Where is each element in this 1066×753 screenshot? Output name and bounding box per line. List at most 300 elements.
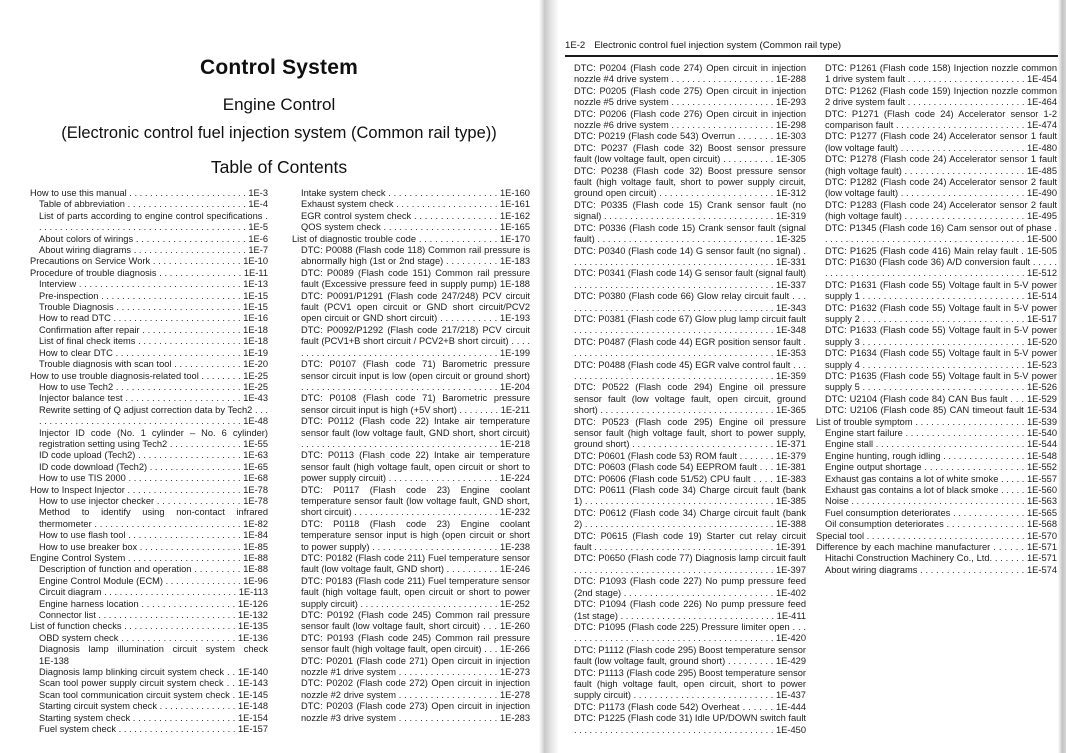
toc-dot-leader: . . . . . . . . . . . . . . . . . . . . . . . . . . . . . . . . . . . . . . . . (825, 222, 1057, 245)
toc-dot-leader: . . . . . . . . . . . . . . . . . . . . (917, 564, 1028, 575)
toc-entry (825, 86, 1057, 109)
toc-entry-text: DTC: P0183 (Flash code 211) Fuel temperature sensor fault (high voltage fault, open circuit or short to power supply circuit) (301, 575, 530, 609)
toc-page-ref: 1E-246 (500, 564, 531, 575)
toc-entry (39, 348, 268, 359)
toc-page-ref: 1E-385 (776, 496, 806, 507)
toc-entry (301, 291, 530, 325)
toc-entry (825, 474, 1057, 485)
left-page-column-2 (292, 188, 530, 736)
toc-page-ref: 1E-557 (1027, 473, 1057, 484)
header-rule (565, 55, 1058, 57)
toc-entry (825, 371, 1057, 394)
toc-page-ref: 1E-266 (500, 644, 530, 655)
toc-dot-leader: . . . . . . . . . . . . . . . . . . . . . . . . (369, 541, 501, 552)
toc-dot-leader: . . . . . . . . . . . . . . . . . . . . . . . . . . . . . . . . . . . . . . . . . . (574, 359, 806, 381)
toc-dot-leader: . . . . . . . . . . . . . . . . . . . . . (133, 233, 249, 244)
toc-entry (816, 417, 1057, 428)
toc-entry (574, 291, 806, 314)
toc-dot-leader: . . . . . . . . . (191, 564, 244, 575)
toc-entry (825, 553, 1057, 564)
toc-dot-leader: . . . . . . . . . . . . . . . . . . . . . . . . . . . . . . . . . . . . . . . . . . (301, 336, 531, 358)
toc-dot-leader: . . . . . . . . . . . . . . . . . . . . . . (125, 553, 244, 563)
toc-entry-text: QOS system check (301, 222, 381, 233)
toc-entry-text: DTC: P1095 (Flash code 225) Pressure limiter open (574, 621, 790, 632)
toc-entry (574, 314, 806, 337)
toc-dot-leader: . . . . . . . . . . . . . . . (416, 233, 501, 244)
toc-entry-text: DTC: P0219 (Flash code 543) Overrun (574, 131, 736, 142)
toc-dot-leader: . . . . . . . . . . . . . . . . . . . . (668, 74, 777, 85)
toc-entry (39, 336, 268, 347)
left-page-columns (30, 188, 530, 736)
doc-subtitle-detail: (Electronic control fuel injection system (Common rail type)) (61, 124, 497, 142)
toc-page-ref: 1E-96 (243, 575, 268, 586)
toc-page-ref: 1E-78 (243, 495, 268, 506)
toc-entry (574, 508, 806, 531)
toc-dot-leader: . . . . . . . . . . . . . . . . . . . . . . . (901, 165, 1028, 176)
toc-entry (39, 450, 268, 461)
toc-dot-leader: . . . . . . . . . . (720, 154, 776, 165)
toc-entry-text: DTC: P1283 (Flash code 24) Accelerator sensor 2 fault (high voltage fault) (825, 199, 1057, 222)
toc-page-ref: 1E-238 (500, 541, 530, 552)
toc-page-ref: 1E-88 (243, 564, 268, 575)
toc-page-ref: 1E-4 (248, 199, 268, 210)
title-block (28, 0, 530, 178)
toc-dot-leader: . . . . . . . . . . . . . . . . . . . . . . . . . . . . . . . . . . . . . . (301, 438, 501, 449)
toc-dot-leader: . . . . . . . . . . . . . . . . . (150, 256, 244, 267)
toc-page-ref: 1E-161 (500, 199, 530, 210)
toc-dot-leader: . . . . . . . . . . . . . . (950, 507, 1028, 518)
toc-dot-leader: . . . . . . . . . . . . . . . . . . . . . . . . . . . . . (621, 587, 777, 598)
toc-page-ref: 1E-15 (243, 290, 268, 301)
toc-page-ref: 1E-303 (776, 131, 807, 142)
toc-dot-leader: . . . . . . . . . . . . . . . . . . . . . . . (902, 428, 1028, 438)
toc-page-ref: 1E-165 (500, 222, 531, 233)
toc-page-ref: 1E-170 (500, 233, 530, 244)
toc-dot-leader: . . . . . . . . . . . . . . . (156, 701, 239, 712)
toc-entry-text: DTC: P1225 (Flash code 31) Idle UP/DOWN switch fault (574, 713, 806, 724)
toc-entry (39, 564, 268, 575)
toc-page-ref: 1E-444 (776, 701, 806, 712)
toc-entry (39, 313, 268, 324)
toc-entry (30, 553, 268, 564)
toc-entry (39, 667, 268, 678)
toc-entry-text: Fuel system check (39, 724, 117, 735)
toc-dot-leader: . . . . . . . . . . . . . . . . . . . . . . . . . . . (95, 610, 238, 621)
page-seam (539, 0, 558, 753)
toc-page-ref: 1E-391 (776, 542, 806, 553)
toc-dot-leader: . . . . . . . . . . . . . . . . . . . . (668, 97, 777, 108)
toc-page-ref: 1E-154 (238, 712, 268, 723)
toc-page-ref: 1E-429 (776, 656, 806, 667)
toc-dot-leader: . . . . . . . . . . . . . . . . . . . . . (912, 416, 1028, 427)
toc-dot-leader: . . . . . . . . . . . . . . . . (411, 210, 501, 221)
toc-entry-text: About colors of wirings (39, 233, 134, 244)
toc-entry-text: Exhaust system check (301, 199, 394, 210)
toc-entry-text: DTC: P0112 (Flash code 22) Intake air temperature sensor fault (low voltage fault, GND short, short circuit) (301, 416, 530, 438)
toc-entry-text: DTC: P0089 (Flash code 151) Common rail pressure fault (Excessive pressure feed in supply pump) (301, 267, 530, 290)
toc-dot-leader: . . . . . . . . . . . . . . . . . . . . . . . . . . . . . . . . . . . . . . . . . . (39, 404, 269, 427)
toc-page-ref: 1E-305 (776, 154, 806, 165)
toc-entry-text: How to use flash tool (39, 530, 126, 541)
toc-page-ref: 1E-138 (39, 655, 69, 666)
toc-entry-text: DTC: P0238 (Flash code 32) Boost pressure sensor fault (high voltage fault, short to power supply circuit, ground open circuit) (574, 165, 806, 199)
toc-entry-text: Pre-inspection (39, 290, 99, 301)
toc-dot-leader: . . . . . . . . . . . . . . . . . . . . . . (131, 245, 249, 256)
toc-dot-leader: . . . . . . . . . . . . . . . . . . . . . . (656, 188, 777, 199)
toc-entry (574, 576, 806, 599)
toc-page-ref: 1E-25 (243, 381, 268, 392)
toc-page-ref: 1E-252 (500, 598, 530, 609)
toc-entry (825, 154, 1057, 177)
toc-dot-leader: . . . . . . . . . . . . . . . . . . . . . . . . . . . . . . . . . . . . . . . . (574, 336, 806, 359)
toc-entry (301, 519, 530, 553)
toc-page-ref: 1E-82 (243, 518, 268, 529)
toc-dot-leader: . . . . . . . . . . . . . . . . . . . (139, 324, 244, 335)
toc-dot-leader: . . . (480, 621, 500, 632)
toc-entry-text: Hitachi Construction Machinery Co., Ltd. (825, 553, 993, 564)
toc-entry (574, 668, 806, 702)
toc-entry-text: Procedure of trouble diagnosis (30, 267, 157, 278)
toc-entry-text: DTC: P0523 (Flash code 295) Engine oil pressure sensor fault (high voltage fault, short to power supply, ground short) (574, 416, 806, 450)
toc-entry-text: Diagnosis lamp blinking circuit system check (39, 667, 225, 678)
toc-entry (825, 280, 1057, 303)
toc-entry (574, 553, 806, 576)
toc-dot-leader: . . . . (750, 473, 777, 484)
toc-entry-text: Engine start failure (825, 428, 903, 438)
toc-entry (39, 599, 268, 610)
toc-page-ref: 1E-500 (1027, 234, 1057, 245)
toc-entry-text: ID code download (Tech2) (39, 461, 148, 472)
toc-entry (301, 678, 530, 701)
toc-entry (39, 690, 268, 701)
toc-entry (39, 245, 268, 256)
toc-dot-leader: . . . . . . . . . . . . . . . . . . . . . . . . . . (101, 587, 239, 598)
toc-entry (825, 496, 1057, 507)
toc-dot-leader: . . . . . . . . . . . . . . . . . . . . . . . (905, 97, 1028, 108)
toc-entry (574, 360, 806, 383)
toc-dot-leader: . . . . . . . . . . . . . . . . . . . . (668, 120, 777, 131)
toc-entry-text: DTC: P1112 (Flash code 295) Boost temperature sensor fault (low voltage fault, ground short) (574, 644, 806, 667)
toc-page-ref: 1E-381 (776, 462, 806, 473)
toc-page-ref: 1E-126 (238, 598, 268, 609)
toc-dot-leader: . . . . . . . . . . . . . . . . . . . . . . . . (113, 381, 244, 392)
toc-entry (30, 256, 268, 267)
toc-entry (39, 428, 268, 451)
toc-entry-text: DTC: P0341 (Flash code 14) G sensor fault (signal fault) (574, 268, 807, 279)
toc-page-ref: 1E-520 (1027, 336, 1057, 347)
toc-entry (39, 359, 268, 370)
toc-page-ref: 1E-552 (1027, 462, 1057, 473)
toc-page-ref: 1E-474 (1027, 120, 1057, 131)
toc-entry-text: ID code upload (Tech2) (39, 450, 136, 461)
toc-entry-text: Table of abbreviation (39, 199, 125, 210)
toc-page-ref: 1E-353 (776, 348, 806, 359)
toc-entry-text: DTC: P1278 (Flash code 24) Accelerator sensor 1 fault (high voltage fault) (825, 154, 1057, 176)
toc-page-ref: 1E-43 (243, 393, 268, 404)
toc-entry-text: DTC: P0193 (Flash code 245) Common rail pressure sensor fault (high voltage fault, open circuit) (301, 632, 530, 655)
toc-dot-leader: . (1018, 245, 1028, 256)
toc-entry-text: DTC: P0612 (Flash code 34) Charge circuit fault (bank 2) (574, 507, 806, 530)
toc-dot-leader: . . . . . . . . . . . . . . . . . . . . . . . . . . . (98, 290, 244, 301)
toc-entry-text: Noise (825, 496, 849, 507)
toc-dot-leader: . . . . . . (739, 701, 777, 712)
toc-entry-text: DTC: P1635 (Flash code 55) Voltage fault in 5-V power supply 5 (825, 370, 1057, 393)
toc-page-ref: 1E-371 (776, 439, 806, 450)
toc-dot-leader: . . . . . . . . . . . . . . . . . . . . . . (121, 621, 239, 632)
toc-page-ref: 1E-145 (238, 689, 268, 700)
toc-entry (39, 211, 268, 234)
toc-page-ref: 1E-570 (1027, 530, 1057, 541)
toc-entry (301, 656, 530, 679)
toc-page-ref: 1E-411 (776, 610, 807, 621)
toc-dot-leader: . . . . . . . . . . . . . . (167, 438, 244, 449)
toc-dot-leader: . . . . . . . . . . . . . . . . . . . . . . . . . . . . . . . . . . . . . . . . . . (574, 621, 806, 644)
toc-entry (301, 211, 530, 222)
toc-entry (816, 542, 1057, 553)
toc-dot-leader: . . . . . . . . (198, 370, 244, 381)
toc-page-ref: 1E-523 (1027, 359, 1057, 370)
toc-dot-leader: . . . . . . . . . . . . . . . . . . . . . . . . . . . . . . . (859, 382, 1028, 393)
toc-page-ref: 1E-365 (776, 405, 806, 416)
toc-page-ref: 1E-136 (238, 632, 268, 643)
toc-entry-text: How to read DTC (39, 313, 111, 324)
toc-entry-text: DTC: P1631 (Flash code 55) Voltage fault in 5-V power supply 1 (825, 279, 1057, 302)
toc-entry-text: DTC: P0201 (Flash code 271) Open circuit in injection nozzle #1 drive system (301, 655, 530, 678)
toc-dot-leader: . . (224, 667, 239, 678)
toc-entry-text: How to clear DTC (39, 347, 113, 358)
toc-page-ref: 1E-450 (776, 724, 806, 735)
toc-entry-text: Trouble Diagnosis (39, 302, 114, 313)
toc-dot-leader: . . . . . . (992, 553, 1027, 564)
toc-dot-leader: . . . (756, 462, 776, 473)
toc-page-ref: 1E-193 (500, 313, 530, 324)
toc-entry-text: Oil consumption deteriorates (825, 519, 944, 530)
toc-entry-text: DTC: P0335 (Flash code 15) Crank sensor fault (no signal) (574, 199, 806, 222)
toc-dot-leader: . . . . . (998, 485, 1028, 496)
toc-entry-text: DTC: P0108 (Flash code 71) Barometric pressure sensor circuit input is high (+5V short) (301, 393, 530, 415)
toc-dot-leader: . . . . . (998, 473, 1028, 484)
toc-entry (39, 291, 268, 302)
toc-page-ref: 1E-402 (776, 587, 806, 598)
toc-entry (39, 587, 268, 598)
toc-page-ref: 1E-540 (1027, 428, 1057, 438)
toc-entry (301, 450, 530, 484)
toc-dot-leader: . . . . . . . . . . . . . . . . . . (138, 598, 239, 609)
toc-entry-text: DTC: P1271 (Flash code 24) Accelerator sensor 1-2 comparison fault (825, 108, 1057, 131)
toc-page-ref: 1E-495 (1027, 211, 1057, 222)
toc-dot-leader: . . . . . . . . . . . . . . . . . . (147, 461, 244, 472)
toc-dot-leader: . . . . . . . . . . . . . . . . . . . . . . . . . . . . . . . (859, 291, 1028, 302)
toc-page-ref: 1E-232 (500, 507, 531, 518)
toc-dot-leader: . . . . . . . . . . . . . . . . (154, 495, 244, 506)
toc-entry-text: DTC: P0202 (Flash code 272) Open circuit in injection nozzle #2 drive system (301, 678, 530, 700)
toc-page-ref: 1E-514 (1027, 291, 1057, 302)
toc-entry (30, 268, 268, 279)
toc-entry (825, 223, 1057, 246)
toc-page-ref: 1E-20 (243, 359, 269, 370)
toc-entry-text: Starting system check (39, 712, 131, 723)
toc-page-ref: 1E-437 (776, 690, 806, 701)
toc-entry-text: DTC: P0522 (Flash code 294) Engine oil pressure sensor fault (low voltage fault, open circuit, ground short) (574, 382, 806, 416)
toc-entry (30, 188, 268, 199)
toc-page-ref: 1E-539 (1027, 416, 1057, 427)
toc-dot-leader: . . . . . . . . . . . . . . . . . . . . . . . (126, 188, 249, 198)
toc-entry (301, 325, 530, 359)
toc-page-ref: 1E-348 (776, 325, 806, 336)
toc-entry (39, 610, 268, 621)
toc-entry-text: DTC: P1261 (Flash code 158) Injection nozzle common 1 drive system fault (825, 63, 1057, 85)
toc-entry (574, 200, 806, 223)
toc-entry-text: Engine hunting, rough idling (825, 450, 941, 461)
toc-dot-leader: . . . . . . . . . . . . . . . . (156, 267, 244, 278)
toc-dot-leader: . . . . . . . (735, 131, 777, 142)
toc-entry-text: DTC: P0092/P1292 (Flash code 217/218) PCV circuit fault (PCV1+B short circuit / PCV2+B short circuit) (301, 324, 530, 347)
toc-dot-leader: . . . . . . . . . . . . . . . . . . . (396, 667, 501, 678)
toc-dot-leader: . . . . . . . . . . . . . . . . . . . . . . . . . . . (357, 598, 500, 609)
toc-entry-text: How to use injector checker (39, 495, 155, 506)
toc-entry (816, 531, 1057, 542)
toc-page-ref: 1E-278 (500, 689, 530, 700)
toc-page-ref: 1E-13 (243, 279, 268, 290)
toc-entry-text: List of final check items (39, 336, 136, 347)
toc-page-ref: 1E-132 (238, 610, 268, 621)
toc-page-ref: 1E-19 (243, 347, 269, 358)
toc-entry-text: DTC: P0380 (Flash code 66) Glow relay circuit fault (574, 291, 790, 302)
toc-entry (574, 713, 806, 736)
toc-page-ref: 1E-3 (248, 188, 268, 198)
toc-entry-text: How to use trouble diagnosis-related tool (30, 370, 199, 381)
toc-entry-text: DTC: P1345 (Flash code 16) Cam sensor out of phase (825, 222, 1052, 233)
toc-dot-leader: . . . . . . . . . . . . . . . . . . . . . . . (905, 74, 1028, 85)
toc-dot-leader: . . . . . . . . . . . . . . . . . . . . . . . . . . . . . . . (859, 313, 1028, 324)
toc-page-ref: 1E-6 (248, 233, 268, 244)
toc-entry-text: Method to identify using non-contact infrared thermometer (39, 507, 268, 529)
toc-dot-leader: . . . . . . . . . . . . . . . . . . . . . . . . . . . . . . (617, 610, 777, 621)
toc-page-ref: 1E-512 (1027, 268, 1057, 279)
toc-dot-leader: . . . . . . . . . . . . . . . . . . . . . . . . . . . . . (873, 439, 1028, 450)
toc-entry (825, 462, 1057, 473)
toc-page-ref: 1E-7 (248, 245, 269, 256)
toc-entry (574, 268, 806, 291)
toc-entry (825, 405, 1057, 416)
toc-entry (574, 337, 806, 360)
toc-entry (39, 507, 268, 530)
toc-page-ref: 1E-48 (243, 416, 268, 427)
toc-entry (825, 485, 1057, 496)
left-page-column-1 (30, 188, 268, 736)
toc-page-ref: 1E-325 (776, 234, 806, 245)
toc-entry-text: Scan tool power supply circuit system check (39, 678, 224, 689)
toc-dot-leader: . . . . . . . . . . . . . . . . . . . . (137, 541, 244, 552)
toc-entry-text: DTC: P0381 (Flash code 67) Glow plug lamp circuit fault (574, 313, 807, 324)
toc-dot-leader: . . . . . . . . . . . . . . . . . . . (396, 712, 501, 723)
toc-dot-leader: . . . . . . . . . . . . . . . . . . . . (393, 199, 501, 210)
toc-dot-leader: . . . . . . . . (456, 404, 501, 415)
toc-entry (574, 86, 806, 109)
toc-dot-leader: . . . . . . . . . . . . . . . . . . . . . . . . . (110, 313, 244, 324)
toc-dot-leader: . . . (1007, 393, 1027, 404)
toc-page-ref: 1E-548 (1027, 450, 1057, 461)
toc-entry (39, 393, 268, 404)
toc-entry-text: DTC: P0601 (Flash code 53) ROM fault (574, 450, 737, 461)
toc-entry (574, 531, 806, 554)
toc-entry-text: Starting circuit system check (39, 701, 157, 712)
toc-entry-text: Engine output shortage (825, 462, 922, 473)
toc-entry (39, 633, 268, 644)
toc-entry-text: List of diagnostic trouble code (292, 233, 416, 244)
page-header (565, 40, 1058, 51)
toc-entry-text: DTC: P0611 (Flash code 34) Charge circuit fault (bank 1) (574, 485, 806, 507)
toc-entry (39, 496, 268, 507)
toc-entry (301, 393, 530, 416)
toc-page-ref: 1E-10 (243, 256, 268, 267)
toc-entry-text: DTC: P0204 (Flash code 274) Open circuit in injection nozzle #4 drive system (574, 63, 806, 85)
toc-entry-text: Rewrite setting of Q adjust correction data by Tech2 (39, 404, 253, 415)
toc-page-ref: 1E-148 (238, 701, 269, 712)
toc-page-ref: 1E-157 (238, 724, 268, 735)
toc-dot-leader: . . . . . . . . . . . . . . . . . . . . . . . . . . . . . . . . . . (594, 234, 777, 245)
toc-entry-text: DTC: P0603 (Flash code 54) EEPROM fault (574, 462, 757, 473)
toc-entry (825, 451, 1057, 462)
toc-dot-leader: . . . . . . . . . . . . . . . . . . . . . . . . . . . (629, 439, 777, 450)
toc-entry (30, 621, 268, 632)
toc-entry (39, 199, 268, 210)
toc-dot-leader: . . . . . . . . . . . . . . . . . . . . . . . . . . . . . . . . . . . . . . . (574, 564, 777, 575)
toc-entry (825, 109, 1057, 132)
toc-entry (574, 382, 806, 416)
toc-entry (39, 325, 268, 336)
toc-entry (30, 371, 268, 382)
toc-dot-leader: . . . . . . . . . . . . . . . . . . . . . . . . . . . . . . . . . . . . . . (301, 381, 501, 392)
toc-entry (574, 246, 806, 269)
toc-entry-text: Exhaust gas contains a lot of black smoke (825, 485, 999, 496)
toc-entry-text: DTC: P1630 (Flash code 36) A/D conversion fault (825, 256, 1031, 267)
toc-page-ref: 1E-571 (1027, 553, 1057, 564)
toc-dot-leader: . . . . . . . . . . (443, 256, 501, 267)
toc-page-ref: 1E-55 (243, 438, 268, 449)
toc-entry (574, 223, 806, 246)
toc-entry-text: Intake system check (301, 188, 386, 198)
toc-entry (39, 234, 268, 245)
toc-page-ref: 1E-65 (243, 461, 268, 472)
toc-entry (301, 610, 530, 633)
toc-entry-text: DTC: P0117 (Flash code 23) Engine coolant temperature sensor fault (low voltage fault, GND short, short circuit) (301, 484, 530, 518)
toc-page-ref: 1E-199 (500, 347, 530, 358)
toc-entry-text: Trouble diagnosis with scan tool (39, 359, 172, 370)
toc-page-ref: 1E-359 (776, 370, 806, 381)
toc-entry-text: DTC: P0205 (Flash code 275) Open circuit in injection nozzle #5 drive system (574, 85, 806, 108)
toc-entry (574, 599, 806, 622)
toc-page-ref: 1E-18 (243, 336, 269, 347)
toc-entry-text: DTC: P1634 (Flash code 55) Voltage fault in 5-V power supply 4 (825, 348, 1057, 370)
toc-dot-leader: . . . . . . . . . . . . . . . . . . . . . . . . . . . . . . . . . . . . . . . . (574, 245, 806, 267)
toc-dot-leader: . . . . . . . . . . . . . . . . . . . . . . . (116, 724, 239, 735)
right-page-columns (565, 63, 1058, 736)
toc-entry (301, 188, 530, 199)
toc-entry (825, 63, 1057, 86)
toc-dot-leader: . . . . . . (990, 542, 1028, 553)
toc-entry-text: Engine harness location (39, 598, 139, 609)
toc-page-ref: 1E-162 (500, 210, 530, 221)
toc-entry-text: DTC: P1633 (Flash code 55) Voltage fault in 5-V power supply 3 (825, 325, 1057, 347)
toc-entry (301, 268, 530, 291)
toc-dot-leader: . . . . . . . . . . . (437, 313, 501, 324)
toc-dot-leader: . . . . . . . . . . . . . . . . . . . . . . . . (898, 188, 1028, 199)
toc-dot-leader: . . . . . . . . . . . . . . . . . . . . (135, 336, 244, 347)
toc-entry (301, 701, 530, 724)
toc-dot-leader: . . . . . . . . . . . . . . . . . . . . . . . . . . . . . . . . . . . . . . . . . . . . (825, 256, 1057, 279)
toc-entry-text: List of parts according to engine control specifications (39, 210, 263, 221)
